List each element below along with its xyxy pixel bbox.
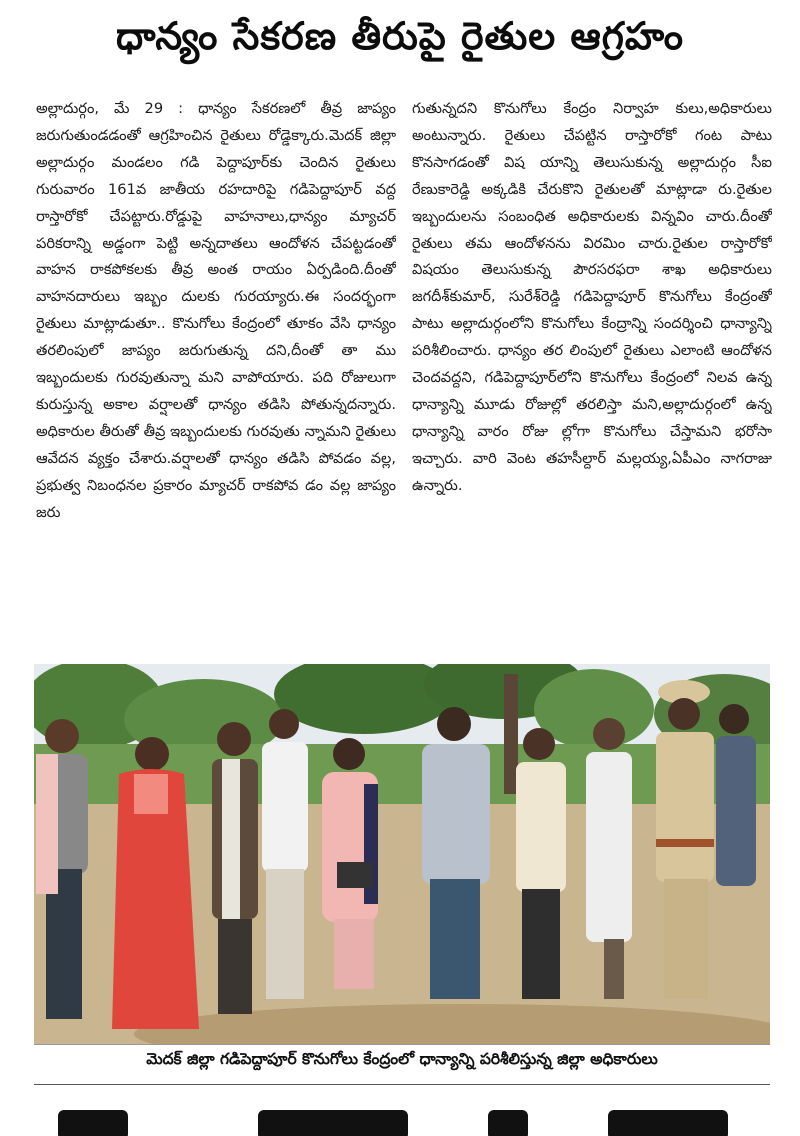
section-divider (34, 1084, 770, 1085)
article-headline: ధాన్యం సేకరణ తీరుపై రైతుల ఆగ్రహం (116, 14, 684, 58)
news-photo (34, 664, 770, 1045)
article-column-left (36, 96, 396, 648)
news-photo-illustration (34, 664, 770, 1044)
photo-caption: మెదక్ జిల్లా గడిపెద్దాపూర్ కొనుగోలు కేంద్రంలో ధాన్యాన్ని పరిశీలిస్తున్న జిల్లా అధికారులు (146, 1050, 658, 1068)
article-paragraph-left: అల్లాదుర్గం, మే 29 : ధాన్యం సేకరణలో తీవ్ర జాప్యం జరుగుతుండడంతో ఆగ్రహించిన రైతులు రోడ్డెక్కారు.మెదక్ జిల్లా అల్లాదుర్గం మండలం గడి పెద్దాపూర్‌కు చెందిన రైతులు గురువారం 161వ జాతీయ రహదారిపై గడిపెద్దాపూర్ వద్ద రాస్తారోకో చేపట్టారు.రోడ్డుపై వాహనాలు,ధాన్యం మ్యాచర్ పరికరాన్ని అడ్డంగా పెట్టి అన్నదాతలు ఆందోళన చేపట్టడంతో వాహన రాకపోకలకు తీవ్ర అంత రాయం ఏర్పడింది.దీంతో వాహనదారులు ఇబ్బం దులకు గురయ్యారు.ఈ సందర్భంగా రైతులు మాట్లాడుతూ.. కొనుగోలు కేంద్రంలో తూకం వేసి ధాన్యం తరలింపులో జాప్యం జరుగుతున్న దని,దీంతో తా ము ఇబ్బందులకు గురవుతున్నా మని వాపోయారు. పది రోజులుగా కురుస్తున్న అకాల వర్షాలతో ధాన్యం తడిసి పోతున్నదన్నారు. అధికారుల తీరుతో తీవ్ర ఇబ్బందులకు గురవుతు న్నామని రైతులు ఆవేదన వ్యక్తం చేశారు.వర్షాలతో ధాన్యం తడిసి పోవడం వల్ల, ప్రభుత్వ నిబంధనల ప్రకారం మ్యాచర్ రాకపోవ డం వల్ల జాప్యం జరు (36, 100, 396, 521)
next-article-headline-fragment (48, 1096, 768, 1136)
article-paragraph-right: గుతున్నదని కొనుగోలు కేంద్రం నిర్వాహ కులు,అధికారులు అంటున్నారు. రైతులు చేపట్టిన రాస్తారోకో గంట పాటు కొనసాగడంతో విష యాన్ని తెలుసుకున్న అల్లాదుర్గం సీఐ రేణుకారెడ్డి అక్కడికి చేరుకొని రైతులతో మాట్లాడా రు.రైతుల ఇబ్బందులను సంబంధిత అధికారులకు విన్నవిం చారు.దీంతో రైతులు తమ ఆందోళనను విరమిం చారు.రైతుల రాస్తారోకో విషయం తెలుసుకున్న పౌరసరఫరా శాఖ అధికారులు జగదీశ్‌కుమార్, సురేశ్‌రెడ్డి గడిపెద్దాపూర్ కొనుగోలు కేంద్రంతో పాటు అల్లాదుర్గంలోని కొనుగోలు కేంద్రాన్ని సందర్శించి ధాన్యాన్ని పరిశీలించారు. ధాన్యం తర లింపులో రైతులు ఎలాంటి ఆందోళన చెందవద్దని, గడిపెద్దాపూర్‌లోని కొనుగోలు కేంద్రంలో నిలవ ఉన్న ధాన్యాన్ని మూడు రోజుల్లో తరలిస్తా మని,అల్లాదుర్గంలో ఉన్న ధాన్యాన్ని వారం రోజు ల్లోగా కొనుగోలు చేస్తామని భరోసా ఇచ్చారు. వారి వెంట తహసీల్దార్ మల్లయ్య,ఏపీఎం నాగరాజు ఉన్నారు. (412, 100, 772, 494)
article-column-right (412, 96, 772, 648)
article-body (36, 96, 772, 648)
